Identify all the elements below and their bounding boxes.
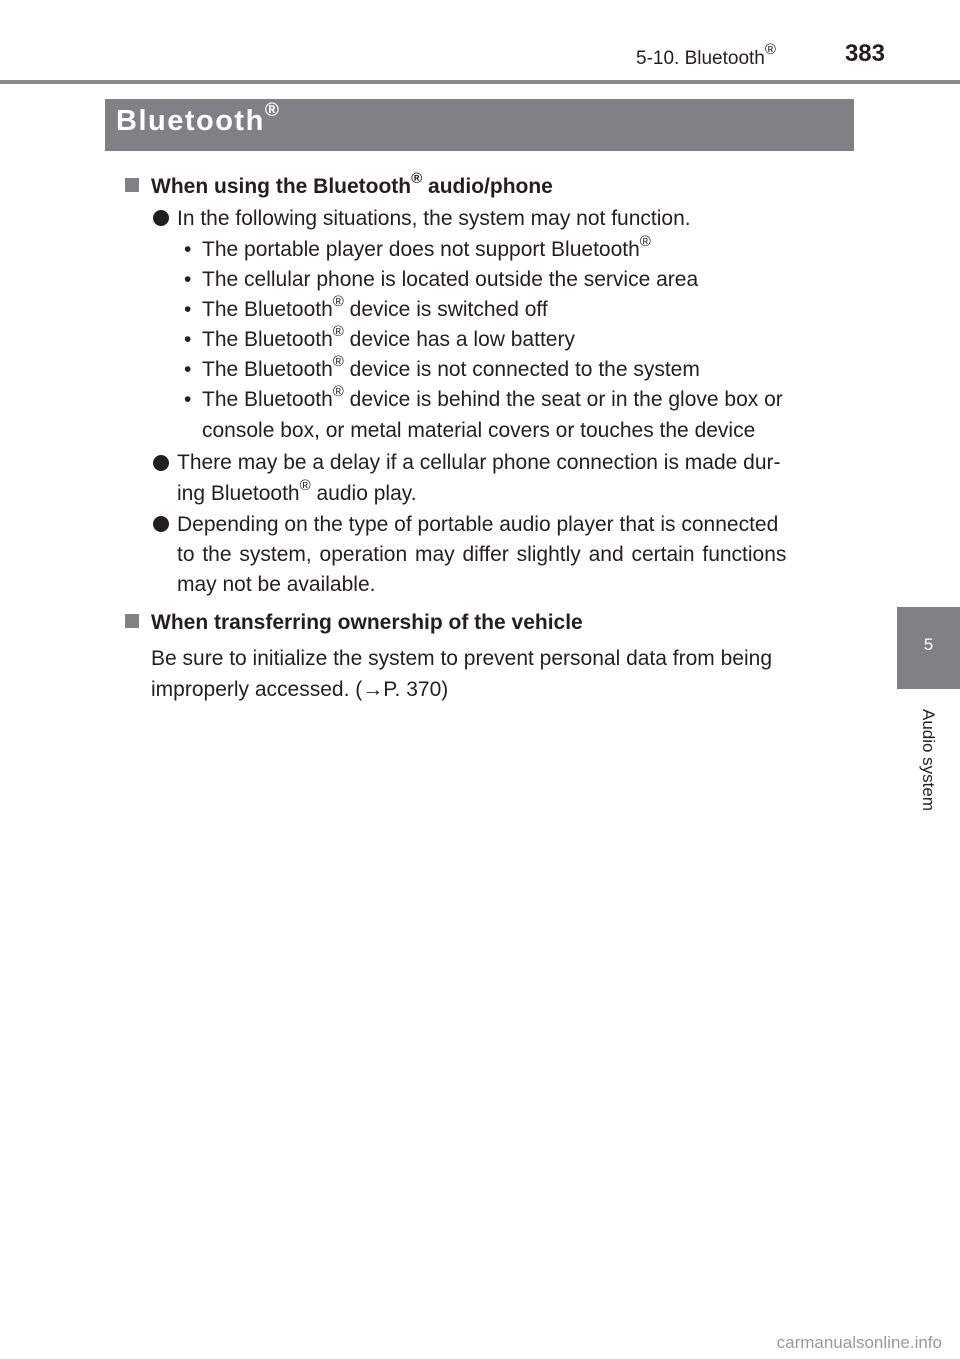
sub-bullet-icon: • [184,388,192,411]
watermark: carmanualsonline.info [776,1333,942,1352]
circle-bullet-icon [153,455,169,471]
section-heading: When using the Bluetooth® audio/phone [125,175,553,199]
square-bullet-icon [125,614,139,628]
page-title: Bluetooth® [116,100,281,137]
square-bullet-icon [125,178,139,192]
sub-item-continuation: console box, or metal material covers or touches the device [202,419,756,442]
sub-item: The Bluetooth® device is behind the seat or in the glove box or [202,383,783,411]
sub-item: The portable player does not support Bluetooth® [202,233,651,261]
section-label: 5-10. Bluetooth® [636,41,776,69]
bullet-text-continuation: may not be available. [177,573,376,596]
sub-item: The cellular phone is located outside the service area [202,268,699,291]
bullet-text: Depending on the type of portable audio player that is connected [177,513,779,536]
bullet-text: There may be a delay if a cellular phone connection is made dur- [177,451,781,474]
chapter-label: Audio system [919,708,938,812]
sub-bullet-icon: • [184,358,192,381]
bullet-text: In the following situations, the system may not function. [177,207,691,230]
sub-bullet-icon: • [184,238,192,261]
bullet-text-continuation: ing Bluetooth® audio play. [177,477,417,505]
page-header [0,0,960,84]
circle-bullet-icon [153,210,169,226]
page-number: 383 [844,40,885,67]
paragraph-text: improperly accessed. (→P. 370) [151,678,449,701]
paragraph-text: Be sure to initialize the system to prevent personal data from being [151,647,772,670]
chapter-tab [897,607,960,689]
sub-item: The Bluetooth® device is not connected to the system [202,353,700,381]
sub-bullet-icon: • [184,298,192,321]
chapter-number: 5 [923,635,934,654]
sub-bullet-icon: • [184,328,192,351]
sub-item: The Bluetooth® device is switched off [202,293,548,321]
sub-bullet-icon: • [184,268,192,291]
title-bar [105,99,854,151]
section-heading: When transferring ownership of the vehicle [125,611,583,635]
bullet-text-continuation: to the system, operation may differ slightly and certain functions [177,543,787,566]
circle-bullet-icon [153,516,169,532]
header-rule [0,80,960,84]
sub-item: The Bluetooth® device has a low battery [202,323,575,351]
